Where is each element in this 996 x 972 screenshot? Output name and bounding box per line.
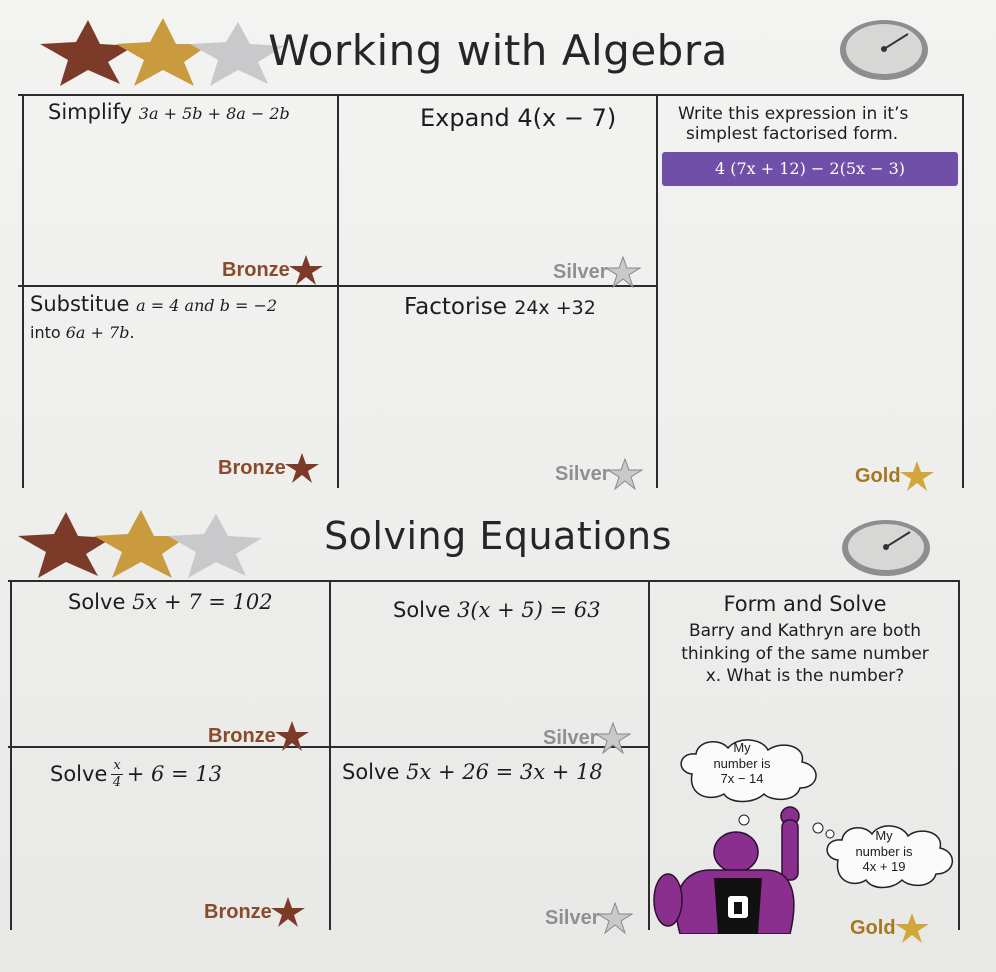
silver-level-label: Silver: [555, 458, 643, 490]
stopwatch-icon: [838, 516, 934, 578]
section-title: Solving Equations: [324, 514, 672, 558]
silver-level-label: Silver: [545, 902, 633, 934]
star-icon: [595, 722, 631, 754]
barry-thought: My number is 7x − 14: [713, 740, 771, 787]
fraction: x 4: [112, 758, 122, 790]
stopwatch-icon: [836, 16, 932, 82]
star-icon: [274, 720, 310, 752]
star-icon: [597, 902, 633, 934]
grid-line: [329, 580, 331, 930]
star-icon: [288, 254, 324, 286]
silver-level-label: Silver: [553, 256, 641, 288]
bronze-level-label: Bronze: [208, 720, 310, 752]
kathryn-thought: My number is 4x + 19: [855, 828, 913, 875]
star-icon: [284, 452, 320, 484]
write-question: Write this expression in it’s simplest factorised form.: [678, 104, 909, 145]
factorise-question: Factorise 24x +32: [404, 294, 596, 320]
grid-line: [337, 94, 339, 488]
solve-question-3: Solve x 4 + 6 = 13: [50, 758, 223, 790]
star-icon: [899, 460, 935, 492]
page-title: Working with Algebra: [268, 26, 728, 75]
bronze-level-label: Bronze: [218, 452, 320, 484]
bronze-level-label: Bronze: [222, 254, 324, 286]
form-and-solve-question: Form and Solve Barry and Kathryn are both thinking of the same number x. What is the number?: [681, 592, 929, 686]
substitute-question: Substitue a = 4 and b = −2 into 6a + 7b.: [30, 292, 278, 343]
simplify-question: Simplify 3a + 5b + 8a − 2b: [48, 100, 290, 124]
gold-level-label: Gold: [855, 460, 935, 492]
grid-line: [18, 94, 963, 96]
star-icon: [894, 912, 930, 944]
star-icon: [605, 256, 641, 288]
character-icon: [650, 800, 820, 934]
solve-question-2: Solve 3(x + 5) = 63: [393, 598, 601, 622]
solve-question-1: Solve 5x + 7 = 102: [68, 590, 273, 614]
expression-box: 4 (7x + 12) − 2(5x − 3): [662, 152, 958, 186]
bronze-level-label: Bronze: [204, 896, 306, 928]
grid-line: [958, 580, 960, 930]
silver-level-label: Silver: [543, 722, 631, 754]
grid-line: [8, 580, 960, 582]
expand-question: Expand 4(x − 7): [420, 104, 617, 132]
gold-level-label: Gold: [850, 912, 930, 944]
grid-line: [656, 94, 658, 488]
star-icon: [270, 896, 306, 928]
solve-question-4: Solve 5x + 26 = 3x + 18: [342, 760, 603, 784]
grid-line: [962, 94, 964, 488]
grid-line: [10, 580, 12, 930]
grid-line: [22, 94, 24, 488]
star-icon: [607, 458, 643, 490]
